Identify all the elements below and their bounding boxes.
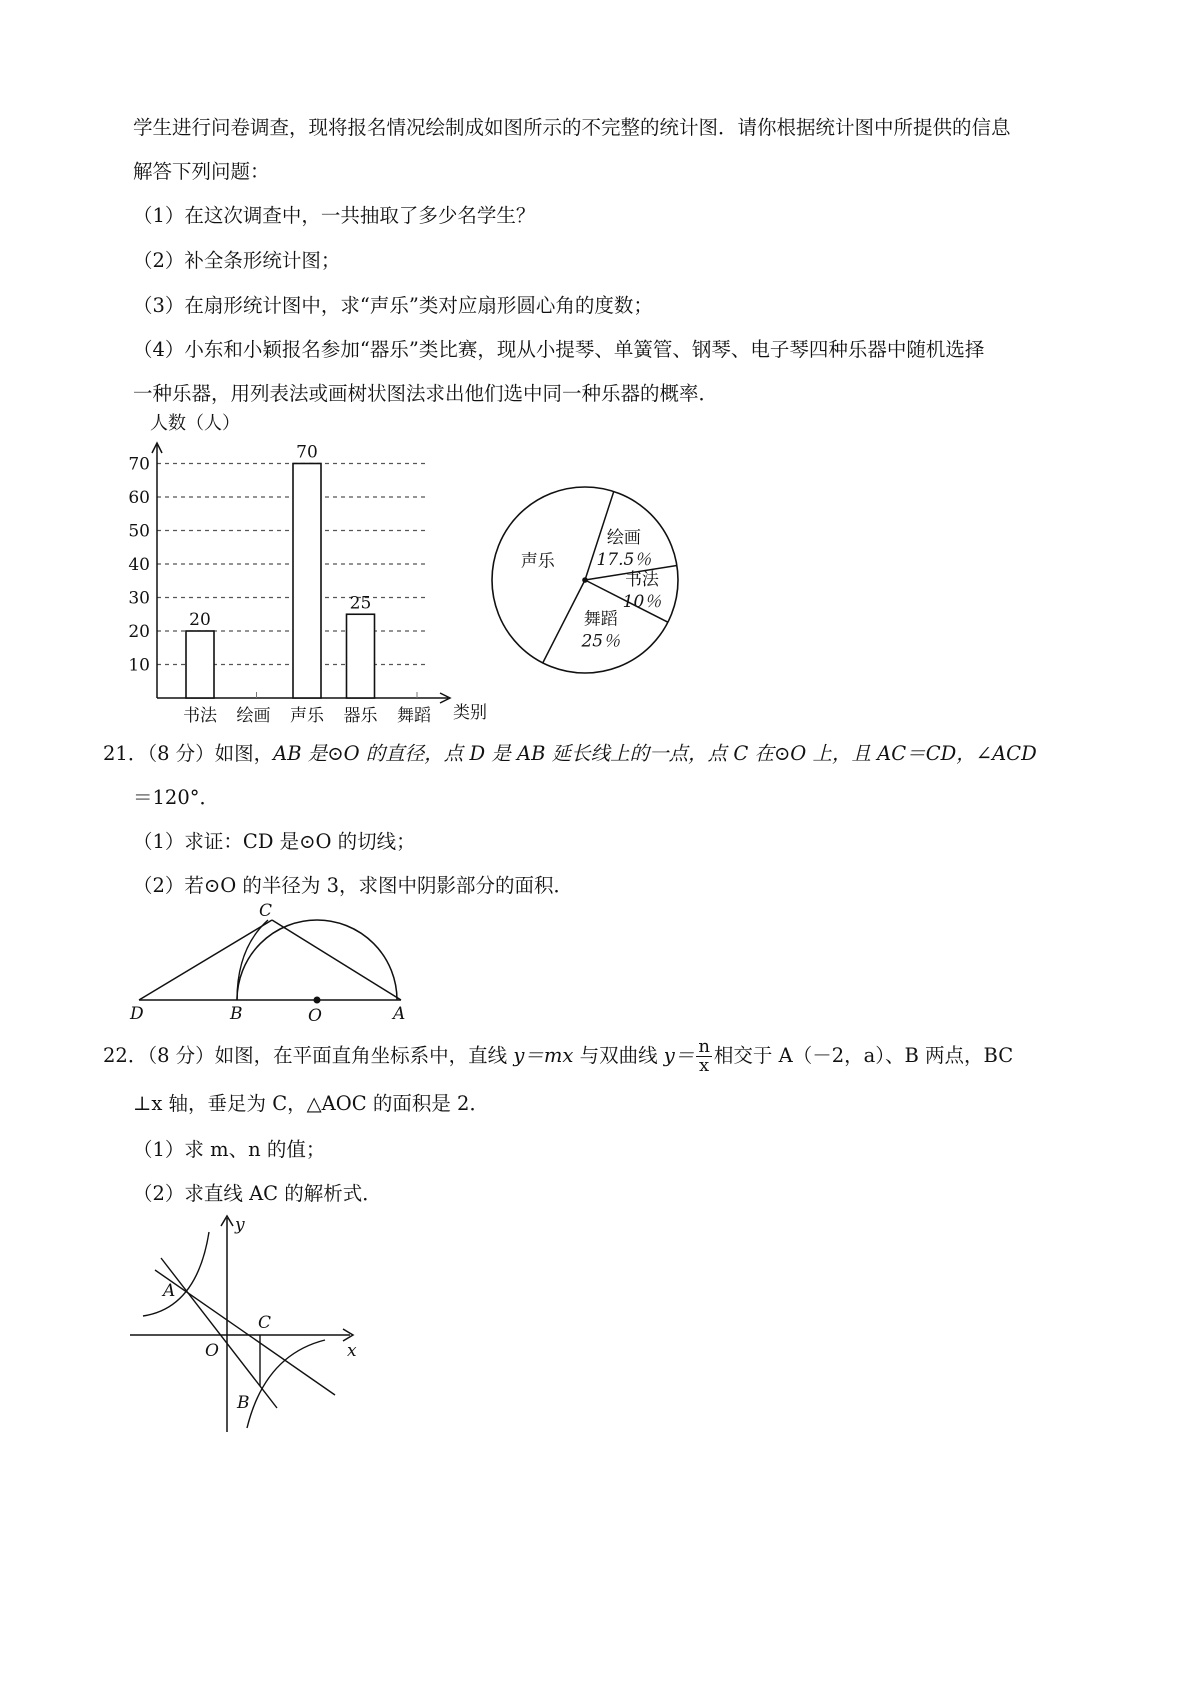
- label-y: y: [235, 1215, 245, 1235]
- pie-chart: [480, 475, 690, 685]
- label-x: x: [347, 1341, 357, 1361]
- y-tick-label: 70: [128, 454, 150, 475]
- pie-center: [582, 577, 588, 583]
- x-tick-label: 器乐: [343, 706, 378, 726]
- q21-statement: AB 是⊙O 的直径，点 D 是 AB 延长线上的一点，点 C 在⊙O 上，且 AC＝CD，∠ACD: [273, 742, 1037, 765]
- q20-intro-line1: 学生进行问卷调查，现将报名情况绘制成如图所示的不完整的统计图．请你根据统计图中所提供的信息: [133, 116, 1011, 139]
- label-b: B: [230, 1004, 243, 1024]
- q22-sub1: （1）求 m、n 的值；: [133, 1138, 326, 1161]
- y-tick-label: 40: [128, 555, 150, 575]
- bar-value-label: 70: [296, 442, 318, 463]
- q20-sub2: （2）补全条形统计图；: [133, 249, 341, 272]
- q21-line2: ＝120°．: [133, 786, 219, 809]
- y-tick-label: 10: [128, 655, 150, 676]
- y-tick-label: 50: [128, 521, 150, 542]
- pie-slice-label: 声乐: [520, 551, 555, 572]
- x-axis-title: 类别: [453, 703, 487, 723]
- q21-sub2: （2）若⊙O 的半径为 3，求图中阴影部分的面积．: [133, 874, 574, 897]
- hyperbola-branch-upper: [143, 1232, 209, 1316]
- q22-frac-den: x: [699, 1055, 710, 1076]
- label-c: C: [259, 901, 273, 921]
- q22-line2: ⊥x 轴，垂足为 C，△AOC 的面积是 2．: [133, 1092, 489, 1115]
- q22-post: 相交于 A（－2，a）、B 两点，BC: [713, 1044, 1014, 1067]
- line-ac: [155, 1270, 335, 1395]
- q20-sub1: （1）在这次调查中，一共抽取了多少名学生？: [133, 204, 536, 227]
- q22-fraction: [696, 1038, 712, 1075]
- label-a: A: [163, 1281, 176, 1301]
- q22-pre: 22．（8 分）如图，在平面直角坐标系中，直线: [103, 1044, 514, 1067]
- center-point: [314, 997, 321, 1004]
- bar-value-label: 25: [349, 593, 372, 614]
- q21-line1: [103, 740, 1037, 768]
- q22-line1: [103, 1036, 1013, 1076]
- y-tick-label: 60: [128, 488, 150, 508]
- segment-dc: [139, 920, 272, 1000]
- y-axis-title: 人数（人）: [150, 413, 240, 434]
- q22-mid: 与双曲线: [573, 1044, 664, 1067]
- q22-sub2: （2）求直线 AC 的解析式．: [133, 1182, 382, 1205]
- bar: [293, 464, 321, 699]
- x-tick-label: 舞蹈: [397, 706, 431, 726]
- q21-figure: [125, 900, 425, 1025]
- pie-slice-value: 25％: [581, 631, 621, 652]
- pie-slice-label: 舞蹈: [583, 609, 618, 630]
- q21-sub1: （1）求证：CD 是⊙O 的切线；: [133, 830, 416, 853]
- label-o: O: [205, 1341, 219, 1361]
- label-b: B: [237, 1393, 250, 1413]
- y-tick-label: 30: [128, 588, 150, 609]
- semicircle-arc: [237, 920, 397, 1000]
- bar: [347, 614, 375, 698]
- segment-ca: [272, 920, 401, 1000]
- q22-eq1: y＝mx: [513, 1044, 574, 1067]
- bar-value-label: 20: [189, 610, 211, 630]
- q20-sub3: （3）在扇形统计图中，求“声乐”类对应扇形圆心角的度数；: [133, 294, 653, 317]
- q22-eq2: y＝: [663, 1044, 695, 1067]
- bar: [186, 631, 214, 698]
- label-d: D: [130, 1004, 144, 1024]
- pie-slice-label: 绘画: [606, 527, 641, 548]
- q20-sub4-line1: （4）小东和小颖报名参加“器乐”类比赛，现从小提琴、单簧管、钢琴、电子琴四种乐器中随机选择: [133, 338, 985, 361]
- y-tick-label: 20: [128, 622, 150, 642]
- x-tick-label: 绘画: [236, 706, 271, 726]
- q20-intro-line2: 解答下列问题：: [133, 160, 270, 183]
- q22-frac-num: n: [698, 1036, 710, 1057]
- x-tick-label: 声乐: [290, 706, 324, 726]
- q21-number: 21．（8 分）如图，: [103, 742, 274, 765]
- pie-slice-value: 17.5％: [596, 549, 652, 570]
- x-tick-label: 书法: [183, 706, 217, 726]
- label-c: C: [258, 1313, 272, 1333]
- pie-slice-value: 10％: [622, 592, 662, 613]
- q20-sub4-line2: 一种乐器，用列表法或画树状图法求出他们选中同一种乐器的概率．: [133, 382, 719, 405]
- bar-chart: [120, 405, 500, 725]
- label-o: O: [308, 1006, 322, 1026]
- pie-slice-label: 书法: [624, 570, 659, 591]
- q22-figure: [125, 1210, 375, 1435]
- label-a: A: [393, 1004, 406, 1024]
